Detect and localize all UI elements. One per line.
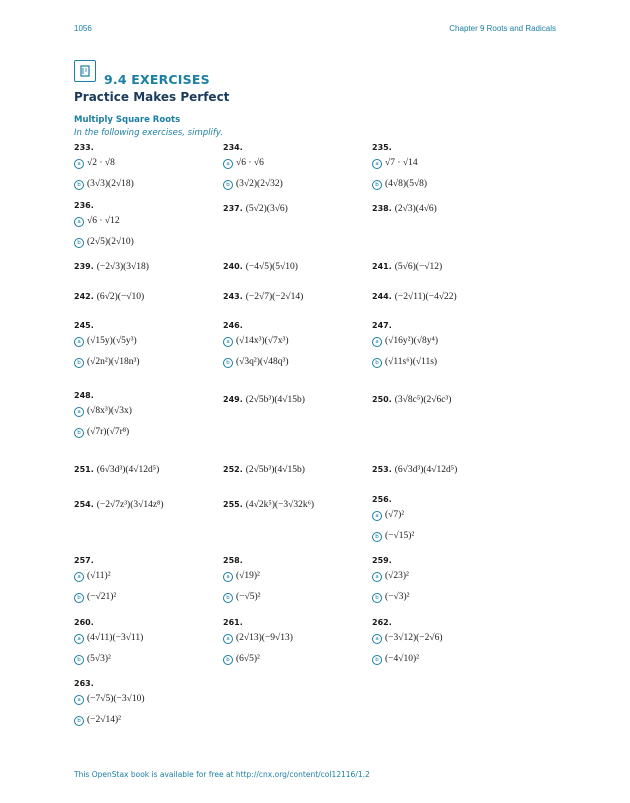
expression: (−√5)² xyxy=(236,592,261,602)
expression: √2 · √8 xyxy=(87,158,115,168)
expression: (√11)² xyxy=(87,571,111,581)
part-b xyxy=(74,649,219,670)
part-a xyxy=(372,628,517,649)
expression: (6√3d³)(4√12d⁵) xyxy=(96,465,160,475)
label-a-badge: a xyxy=(223,572,233,582)
label-a-badge: a xyxy=(223,337,233,347)
topic-heading: Multiply Square Roots xyxy=(74,115,181,125)
exercise-number: 245. xyxy=(74,321,94,330)
expression: (6√5)² xyxy=(236,654,260,664)
part-a xyxy=(74,211,219,232)
exercise-number: 260. xyxy=(74,618,94,627)
expression: (√7)² xyxy=(385,510,405,520)
expression: (−√3)² xyxy=(385,592,410,602)
expression: (−7√5)(−3√10) xyxy=(87,694,145,704)
exercise-261 xyxy=(223,618,368,670)
exercise-number: 254. xyxy=(74,500,94,509)
expression: √7 · √14 xyxy=(385,158,418,168)
part-a xyxy=(74,153,219,174)
exercise-number: 262. xyxy=(372,618,392,627)
exercise-241 xyxy=(372,262,517,272)
part-b xyxy=(223,587,368,608)
label-a-badge: a xyxy=(74,217,84,227)
exercise-number: 241. xyxy=(372,262,392,271)
exercise-233 xyxy=(74,143,219,195)
expression: (−2√3)(3√18) xyxy=(96,262,149,272)
exercise-254 xyxy=(74,500,219,510)
exercise-number: 250. xyxy=(372,395,392,404)
expression: (√15y)(√5y³) xyxy=(87,336,137,346)
expression: (√8x³)(√3x) xyxy=(87,406,132,416)
label-b-badge: b xyxy=(223,593,233,603)
exercise-234 xyxy=(223,143,368,195)
expression: (−2√7z³)(3√14z⁸) xyxy=(96,500,164,510)
label-a-badge: a xyxy=(223,159,233,169)
expression: (√11s⁶)(√11s) xyxy=(385,357,438,367)
part-a xyxy=(372,505,517,526)
exercise-255 xyxy=(223,500,368,510)
exercise-251 xyxy=(74,465,219,475)
exercise-259 xyxy=(372,556,517,608)
expression: (−4√5)(5√10) xyxy=(245,262,298,272)
exercise-number: 249. xyxy=(223,395,243,404)
exercise-237 xyxy=(223,204,368,214)
exercise-number: 258. xyxy=(223,556,243,565)
part-b xyxy=(223,649,368,670)
expression: (2√3)(4√6) xyxy=(394,204,437,214)
expression: (4√2k⁵)(−3√32k⁶) xyxy=(245,500,315,510)
exercise-number: 240. xyxy=(223,262,243,271)
exercise-262 xyxy=(372,618,517,670)
part-b xyxy=(372,526,517,547)
exercise-242 xyxy=(74,292,219,302)
instructions: In the following exercises, simplify. xyxy=(74,128,223,138)
expression: √6 · √12 xyxy=(87,216,120,226)
expression: (4√8)(5√8) xyxy=(385,179,428,189)
exercise-246 xyxy=(223,321,368,373)
expression: (−2√14)² xyxy=(87,715,121,725)
section-subtitle: Practice Makes Perfect xyxy=(74,90,230,104)
chapter-header: Chapter 9 Roots and Radicals xyxy=(449,24,556,33)
part-b xyxy=(223,352,368,373)
label-b-badge: b xyxy=(74,655,84,665)
exercise-number: 233. xyxy=(74,143,94,152)
exercise-number: 257. xyxy=(74,556,94,565)
expression: (−2√11)(−4√22) xyxy=(394,292,457,302)
expression: (−2√7)(−2√14) xyxy=(245,292,304,302)
label-a-badge: a xyxy=(372,159,382,169)
expression: (3√8c⁵)(2√6c³) xyxy=(394,395,452,405)
part-b xyxy=(74,174,219,195)
part-a xyxy=(74,689,219,710)
label-b-badge: b xyxy=(74,428,84,438)
exercise-number: 256. xyxy=(372,495,392,504)
label-b-badge: b xyxy=(74,716,84,726)
exercise-248 xyxy=(74,391,219,443)
label-b-badge: b xyxy=(372,180,382,190)
label-a-badge: a xyxy=(74,572,84,582)
exercise-236 xyxy=(74,201,219,253)
expression: (√14x³)(√7x³) xyxy=(236,336,289,346)
exercise-book-icon xyxy=(74,60,96,82)
expression: (√7r)(√7r⁸) xyxy=(87,427,130,437)
page-number: 1056 xyxy=(74,24,92,33)
label-a-badge: a xyxy=(74,634,84,644)
expression: (2√5b³)(4√15b) xyxy=(245,395,305,405)
label-b-badge: b xyxy=(372,532,382,542)
exercise-number: 236. xyxy=(74,201,94,210)
expression: (2√5)(2√10) xyxy=(87,237,134,247)
exercise-247 xyxy=(372,321,517,373)
exercise-number: 243. xyxy=(223,292,243,301)
label-a-badge: a xyxy=(372,337,382,347)
label-b-badge: b xyxy=(223,655,233,665)
exercise-235 xyxy=(372,143,517,195)
exercise-number: 247. xyxy=(372,321,392,330)
exercise-number: 251. xyxy=(74,465,94,474)
exercise-number: 246. xyxy=(223,321,243,330)
exercise-number: 263. xyxy=(74,679,94,688)
expression: (√19)² xyxy=(236,571,260,581)
expression: (5√6)(−√12) xyxy=(394,262,443,272)
label-b-badge: b xyxy=(74,593,84,603)
expression: (−√21)² xyxy=(87,592,117,602)
expression: (√16y²)(√8y⁴) xyxy=(385,336,438,346)
exercise-number: 239. xyxy=(74,262,94,271)
exercise-238 xyxy=(372,204,517,214)
part-b xyxy=(74,587,219,608)
expression: (√3q²)(√48q³) xyxy=(236,357,289,367)
expression: (2√13)(−9√13) xyxy=(236,633,293,643)
exercise-244 xyxy=(372,292,517,302)
label-a-badge: a xyxy=(372,572,382,582)
part-a xyxy=(223,331,368,352)
expression: (4√11)(−3√11) xyxy=(87,633,144,643)
label-b-badge: b xyxy=(223,180,233,190)
label-b-badge: b xyxy=(372,593,382,603)
label-a-badge: a xyxy=(372,511,382,521)
exercise-number: 238. xyxy=(372,204,392,213)
label-a-badge: a xyxy=(74,407,84,417)
exercise-number: 255. xyxy=(223,500,243,509)
exercise-245 xyxy=(74,321,219,373)
part-b xyxy=(372,587,517,608)
part-a xyxy=(372,566,517,587)
exercise-number: 253. xyxy=(372,465,392,474)
part-a xyxy=(372,153,517,174)
exercise-number: 234. xyxy=(223,143,243,152)
exercise-256 xyxy=(372,495,517,547)
exercise-239 xyxy=(74,262,219,272)
part-a xyxy=(74,566,219,587)
exercise-number: 237. xyxy=(223,204,243,213)
expression: (6√2)(−√10) xyxy=(96,292,145,302)
exercise-number: 252. xyxy=(223,465,243,474)
label-a-badge: a xyxy=(74,695,84,705)
part-b xyxy=(223,174,368,195)
part-b xyxy=(74,710,219,731)
exercise-number: 261. xyxy=(223,618,243,627)
exercise-253 xyxy=(372,465,517,475)
section-title: 9.4 EXERCISES xyxy=(104,72,210,87)
expression: (3√2)(2√32) xyxy=(236,179,283,189)
part-a xyxy=(223,566,368,587)
expression: (√2n²)(√18n³) xyxy=(87,357,140,367)
part-a xyxy=(223,153,368,174)
exercise-249 xyxy=(223,395,368,405)
expression: (−3√12)(−2√6) xyxy=(385,633,443,643)
part-a xyxy=(74,331,219,352)
part-b xyxy=(372,649,517,670)
label-b-badge: b xyxy=(223,358,233,368)
exercise-258 xyxy=(223,556,368,608)
exercise-number: 244. xyxy=(372,292,392,301)
exercise-252 xyxy=(223,465,368,475)
label-a-badge: a xyxy=(74,159,84,169)
part-b xyxy=(74,232,219,253)
label-a-badge: a xyxy=(372,634,382,644)
exercise-240 xyxy=(223,262,368,272)
exercise-250 xyxy=(372,395,517,405)
part-b xyxy=(74,352,219,373)
part-a xyxy=(223,628,368,649)
exercise-263 xyxy=(74,679,219,731)
expression: (5√2)(3√6) xyxy=(245,204,288,214)
exercise-number: 248. xyxy=(74,391,94,400)
part-a xyxy=(74,628,219,649)
expression: (2√5b³)(4√15b) xyxy=(245,465,305,475)
expression: (3√3)(2√18) xyxy=(87,179,134,189)
exercise-257 xyxy=(74,556,219,608)
exercise-260 xyxy=(74,618,219,670)
exercise-number: 242. xyxy=(74,292,94,301)
part-b xyxy=(372,352,517,373)
part-b xyxy=(372,174,517,195)
label-b-badge: b xyxy=(74,180,84,190)
expression: (6√3d³)(4√12d⁵) xyxy=(394,465,458,475)
part-a xyxy=(372,331,517,352)
expression: (−√15)² xyxy=(385,531,415,541)
label-b-badge: b xyxy=(74,358,84,368)
exercise-number: 259. xyxy=(372,556,392,565)
label-b-badge: b xyxy=(372,655,382,665)
exercise-number: 235. xyxy=(372,143,392,152)
label-a-badge: a xyxy=(74,337,84,347)
part-b xyxy=(74,422,219,443)
exercise-243 xyxy=(223,292,368,302)
label-b-badge: b xyxy=(74,238,84,248)
label-a-badge: a xyxy=(223,634,233,644)
expression: (−4√10)² xyxy=(385,654,419,664)
expression: √6 · √6 xyxy=(236,158,264,168)
part-a xyxy=(74,401,219,422)
expression: (√23)² xyxy=(385,571,409,581)
label-b-badge: b xyxy=(372,358,382,368)
footer-url[interactable]: This OpenStax book is available for free at http://cnx.org/content/col12116/1.2 xyxy=(74,770,370,779)
expression: (5√3)² xyxy=(87,654,111,664)
